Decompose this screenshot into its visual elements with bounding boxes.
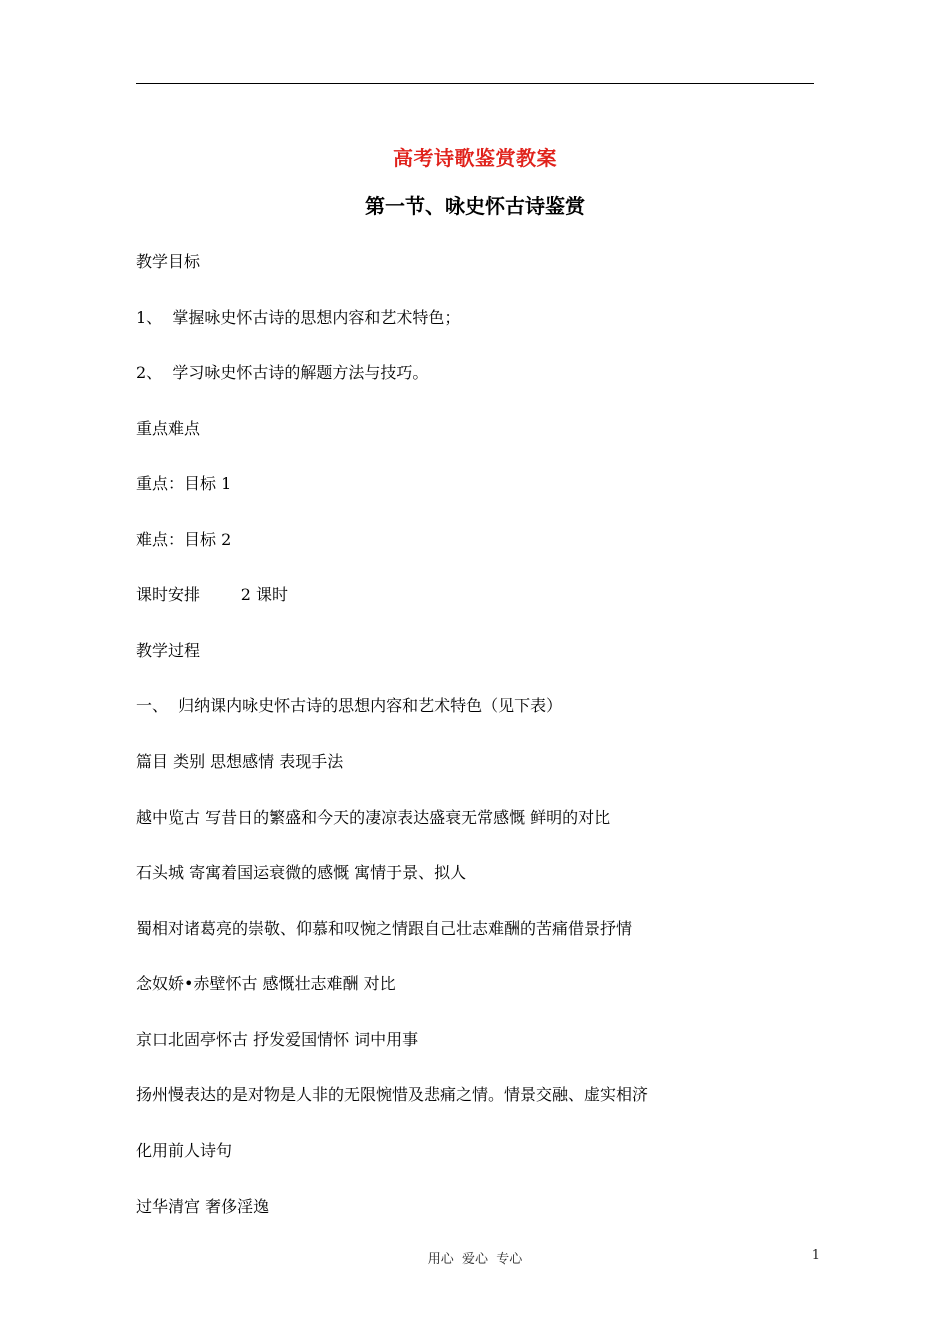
table-row-line: 京口北固亭怀古 抒发爱国情怀 词中用事	[136, 1030, 419, 1049]
table-row-line: 过华清宫 奢侈淫逸	[136, 1197, 270, 1216]
footer-motto: 用心 爱心 专心	[427, 1252, 523, 1267]
table-row-line: 蜀相对诸葛亮的崇敬、仰慕和叹惋之情跟自己壮志难酬的苦痛借景抒情	[136, 919, 633, 938]
body-line: 教学目标	[136, 252, 201, 271]
body-line: 课时安排 2 课时	[136, 585, 288, 604]
body-line: 2、 学习咏史怀古诗的解题方法与技巧。	[136, 363, 429, 382]
table-row-line: 石头城 寄寓着国运衰微的感慨 寓情于景、拟人	[136, 863, 467, 882]
table-row-line: 化用前人诗句	[136, 1141, 233, 1160]
body-line: 重点：目标 1	[136, 474, 232, 493]
table-row-line: 越中览古 写昔日的繁盛和今天的凄凉表达盛衰无常感慨 鲜明的对比	[136, 808, 611, 827]
body-line: 难点：目标 2	[136, 530, 232, 549]
page-number: 1	[811, 1248, 820, 1263]
header-rule	[136, 83, 814, 84]
document-title: 高考诗歌鉴赏教案	[393, 146, 557, 170]
table-row-line: 念奴娇•赤壁怀古 感慨壮志难酬 对比	[136, 974, 396, 993]
body-line: 1、 掌握咏史怀古诗的思想内容和艺术特色；	[136, 308, 461, 327]
body-line: 一、 归纳课内咏史怀古诗的思想内容和艺术特色（见下表）	[136, 696, 563, 715]
table-row-line: 扬州慢表达的是对物是人非的无限惋惜及悲痛之情。情景交融、虚实相济	[136, 1085, 649, 1104]
body-line: 重点难点	[136, 419, 201, 438]
table-header-line: 篇目 类别 思想感情 表现手法	[136, 752, 344, 771]
section-title: 第一节、咏史怀古诗鉴赏	[365, 194, 585, 218]
body-line: 教学过程	[136, 641, 201, 660]
